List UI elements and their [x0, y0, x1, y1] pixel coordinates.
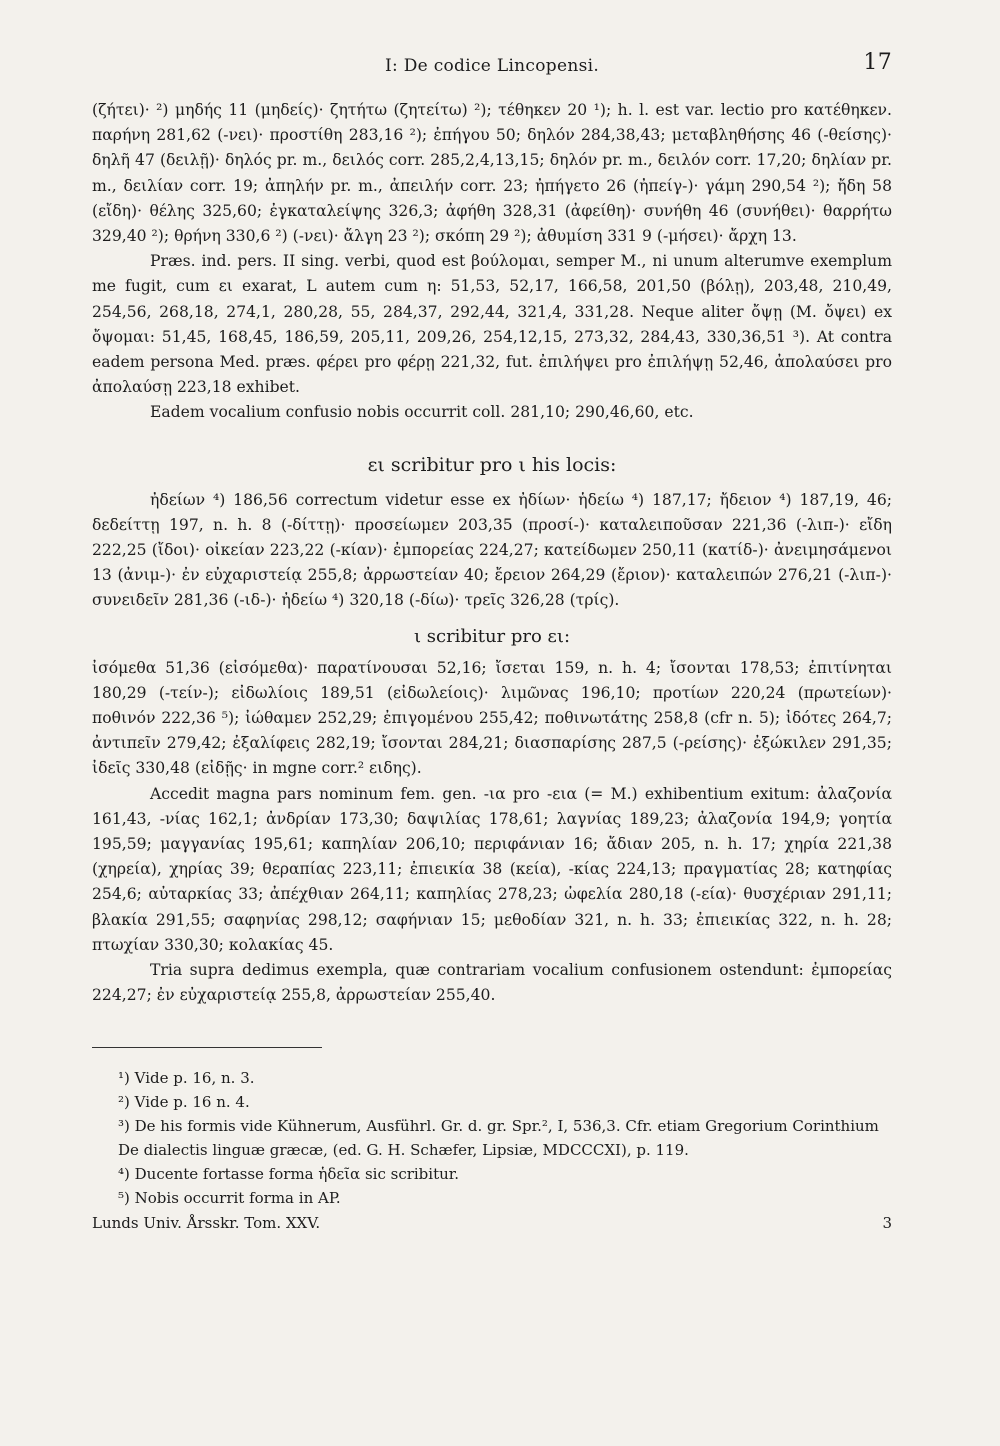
footnotes — [92, 1066, 892, 1210]
paragraph-4: ἠδείων ⁴) 186,56 correctum videtur esse ex ἠδίων· ἡδείω ⁴) 187,17; ἤδειον ⁴) 187,19, 46; δεδείττῃ 197, n. h. 8 (-δίττῃ)· προσείωμεν 203,35 (προσί-)· καταλειποῦσαν 221,36 (-λιπ-)· εἴδη 222,25 (ἴδοι)· οἰκείαν 223,22 (-κίαν)· ἐμπορείας 224,27; κατείδωμεν 250,11 (κατίδ-)· ἀνειμησάμενοι 13 (ἀνιμ-)· ἐν εὐχαριστείᾳ 255,8; ἀρρωστείαν 40; ἔρειον 264,29 (ἔριον)· καταλειπών 276,21 (-λιπ-)· συνειδεῖν 281,36 (-ιδ-)· ἠδείω ⁴) 320,18 (-δίω)· τρεῖς 326,28 (τρίς). — [92, 490, 892, 610]
paragraph-5: ἰσόμεθα 51,36 (εἰσόμεθα)· παρατίνουσαι 52,16; ἴσεται 159, n. h. 4; ἴσονται 178,53; ἐπιτίνηται 180,29 (-τείν-); εἰδωλίοις 189,51 (εἰδωλείοις)· λιμῶνας 196,10; προτίων 220,24 (πρωτείων)· ποθινόν 222,36 ⁵); ἰώθαμεν 252,29; ἐπιγομένου 255,42; ποθινωτάτης 258,8 (cfr n. 5); ἰδότες 264,7; ἀντιπεῖν 279,42; ἐξαλίφεις 282,19; ἴσονται 284,21; διασπαρίσης 287,5 (-ρείσης)· ἐξώκιλεν 291,35; ἰδεῖς 330,48 (εἰδῇς· in mgne corr.² ειδης). — [92, 658, 892, 778]
sheet-number: 3 — [882, 1213, 892, 1232]
page-number: 17 — [863, 50, 892, 75]
footnote-1: ¹) Vide p. 16, n. 3. — [118, 1068, 255, 1087]
footnote-2: ²) Vide p. 16 n. 4. — [118, 1092, 250, 1111]
paragraph-2: Præs. ind. pers. II sing. verbi, quod est βούλομαι, semper M., ni unum alterumve exemplum me fugit, cum ει exarat, L autem cum η: 51,53, 52,17, 166,58, 201,50 (βόλῃ), 203,48, 210,49, 254,56, 268,18, 274,1, 280,28, 55, 284,37, 292,44, 321,4, 331,28. Neque aliter ὄψῃ (M. ὄψει) ex ὄψομαι: 51,45, 168,45, 186,59, 205,11, 209,26, 254,12,15, 273,32, 284,43, 330,36,51 ³). At contra eadem persona Med. præs. φέρει pro φέρῃ 221,32, fut. ἐπιλήψει pro ἐπιλήψῃ 52,46, ἀπολαύσει pro ἀπολαύσῃ 223,18 exhibet. — [92, 252, 892, 397]
footnote-divider — [92, 1047, 322, 1048]
paragraph-7: Tria supra dedimus exempla, quæ contrariam vocalium confusionem ostendunt: ἐμπορείας 224,27; ἐν εὐχαριστείᾳ 255,8, ἀρρωστείαν 255,40. — [92, 961, 892, 1005]
footnote-4: ⁴) Ducente fortasse forma ἡδεῖα sic scribitur. — [118, 1164, 460, 1183]
page-footer — [92, 1214, 892, 1232]
section-heading-i: ι scribitur pro ει: — [413, 625, 571, 647]
footnote-3: ³) De his formis vide Kühnerum, Ausführl. Gr. d. gr. Spr.², I, 536,3. Cfr. etiam Gregorium Corinthium De dialectis linguæ græcæ, (ed. G. H. Schæfer, Lipsiæ, MDCCCXI), p. 119. — [118, 1116, 879, 1159]
section-heading-ei: ει scribitur pro ι his locis: — [367, 453, 617, 476]
paragraph-3: Eadem vocalium confusio nobis occurrit coll. 281,10; 290,46,60, etc. — [150, 403, 694, 422]
running-head — [92, 50, 892, 96]
journal-signature: Lunds Univ. Årsskr. Tom. XXV. — [92, 1213, 321, 1232]
paragraph-1: (ζήτει)· ²) μηδής 11 (μηδείς)· ζητήτω (ζητείτω) ²); τέθηκεν 20 ¹); h. l. est var. lectio pro κατέθηκεν. παρήνη 281,62 (-νει)· προστίθη 283,16 ²); ἐπήγου 50; δηλόν 284,38,43; μεταβληθήσης 46 (-θείσης)· δηλῆ 47 (δειλῇ)· δηλός pr. m., δειλός corr. 285,2,4,13,15; δηλόν pr. m., δειλόν corr. 17,20; δηλίαν pr. m., δειλίαν corr. 19; ἀπηλήν pr. m., ἀπειλήν corr. 23; ἠπήγετο 26 (ἠπείγ-)· γάμη 290,54 ²); ἤδη 58 (εἴδη)· θέλης 325,60; ἐγκαταλείψης 326,3; ἀφήθη 328,31 (ἀφείθη)· συνήθη 46 (συνήθει)· θαρρήτω 329,40 ²); θρήνη 330,6 ²) (-νει)· ἄλγη 23 ²); σκόπη 29 ²); ἀθυμίση 331 9 (-μήσει)· ἄρχη 13. — [92, 101, 892, 246]
footnote-5: ⁵) Nobis occurrit forma in AP. — [118, 1188, 341, 1207]
paragraph-6: Accedit magna pars nominum fem. gen. -ια pro -εια (= M.) exhibentium exitum: ἀλαζονία 161,43, -νίας 162,1; ἀνδρίαν 173,30; δαψιλίας 178,61; λαγνίας 189,23; ἀλαζονία 194,9; γοητία 195,59; μαγγανίας 195,61; καπηλίαν 206,10; περιφάνιαν 16; ἄδιαν 205, n. h. 17; χηρία 221,38 (χηρεία), χηρίας 39; θεραπίας 223,11; ἐπιεικία 38 (κεία), -κίας 224,13; πραγματίας 28; κατηφίας 254,6; αὐταρκίας 33; ἀπέχθιαν 264,11; καπηλίας 278,23; ὠφελία 280,18 (-εία)· θυσχέριαν 291,11; βλακία 291,55; σαφηνίας 298,12; σαφήνιαν 15; μεθοδίαν 321, n. h. 33; ἐπιεικίας 322, n. h. 28; πτωχίαν 330,30; κολακίας 45. — [92, 784, 892, 954]
running-title: I: De codice Lincopensi. — [384, 56, 600, 76]
body-text — [92, 98, 892, 1009]
